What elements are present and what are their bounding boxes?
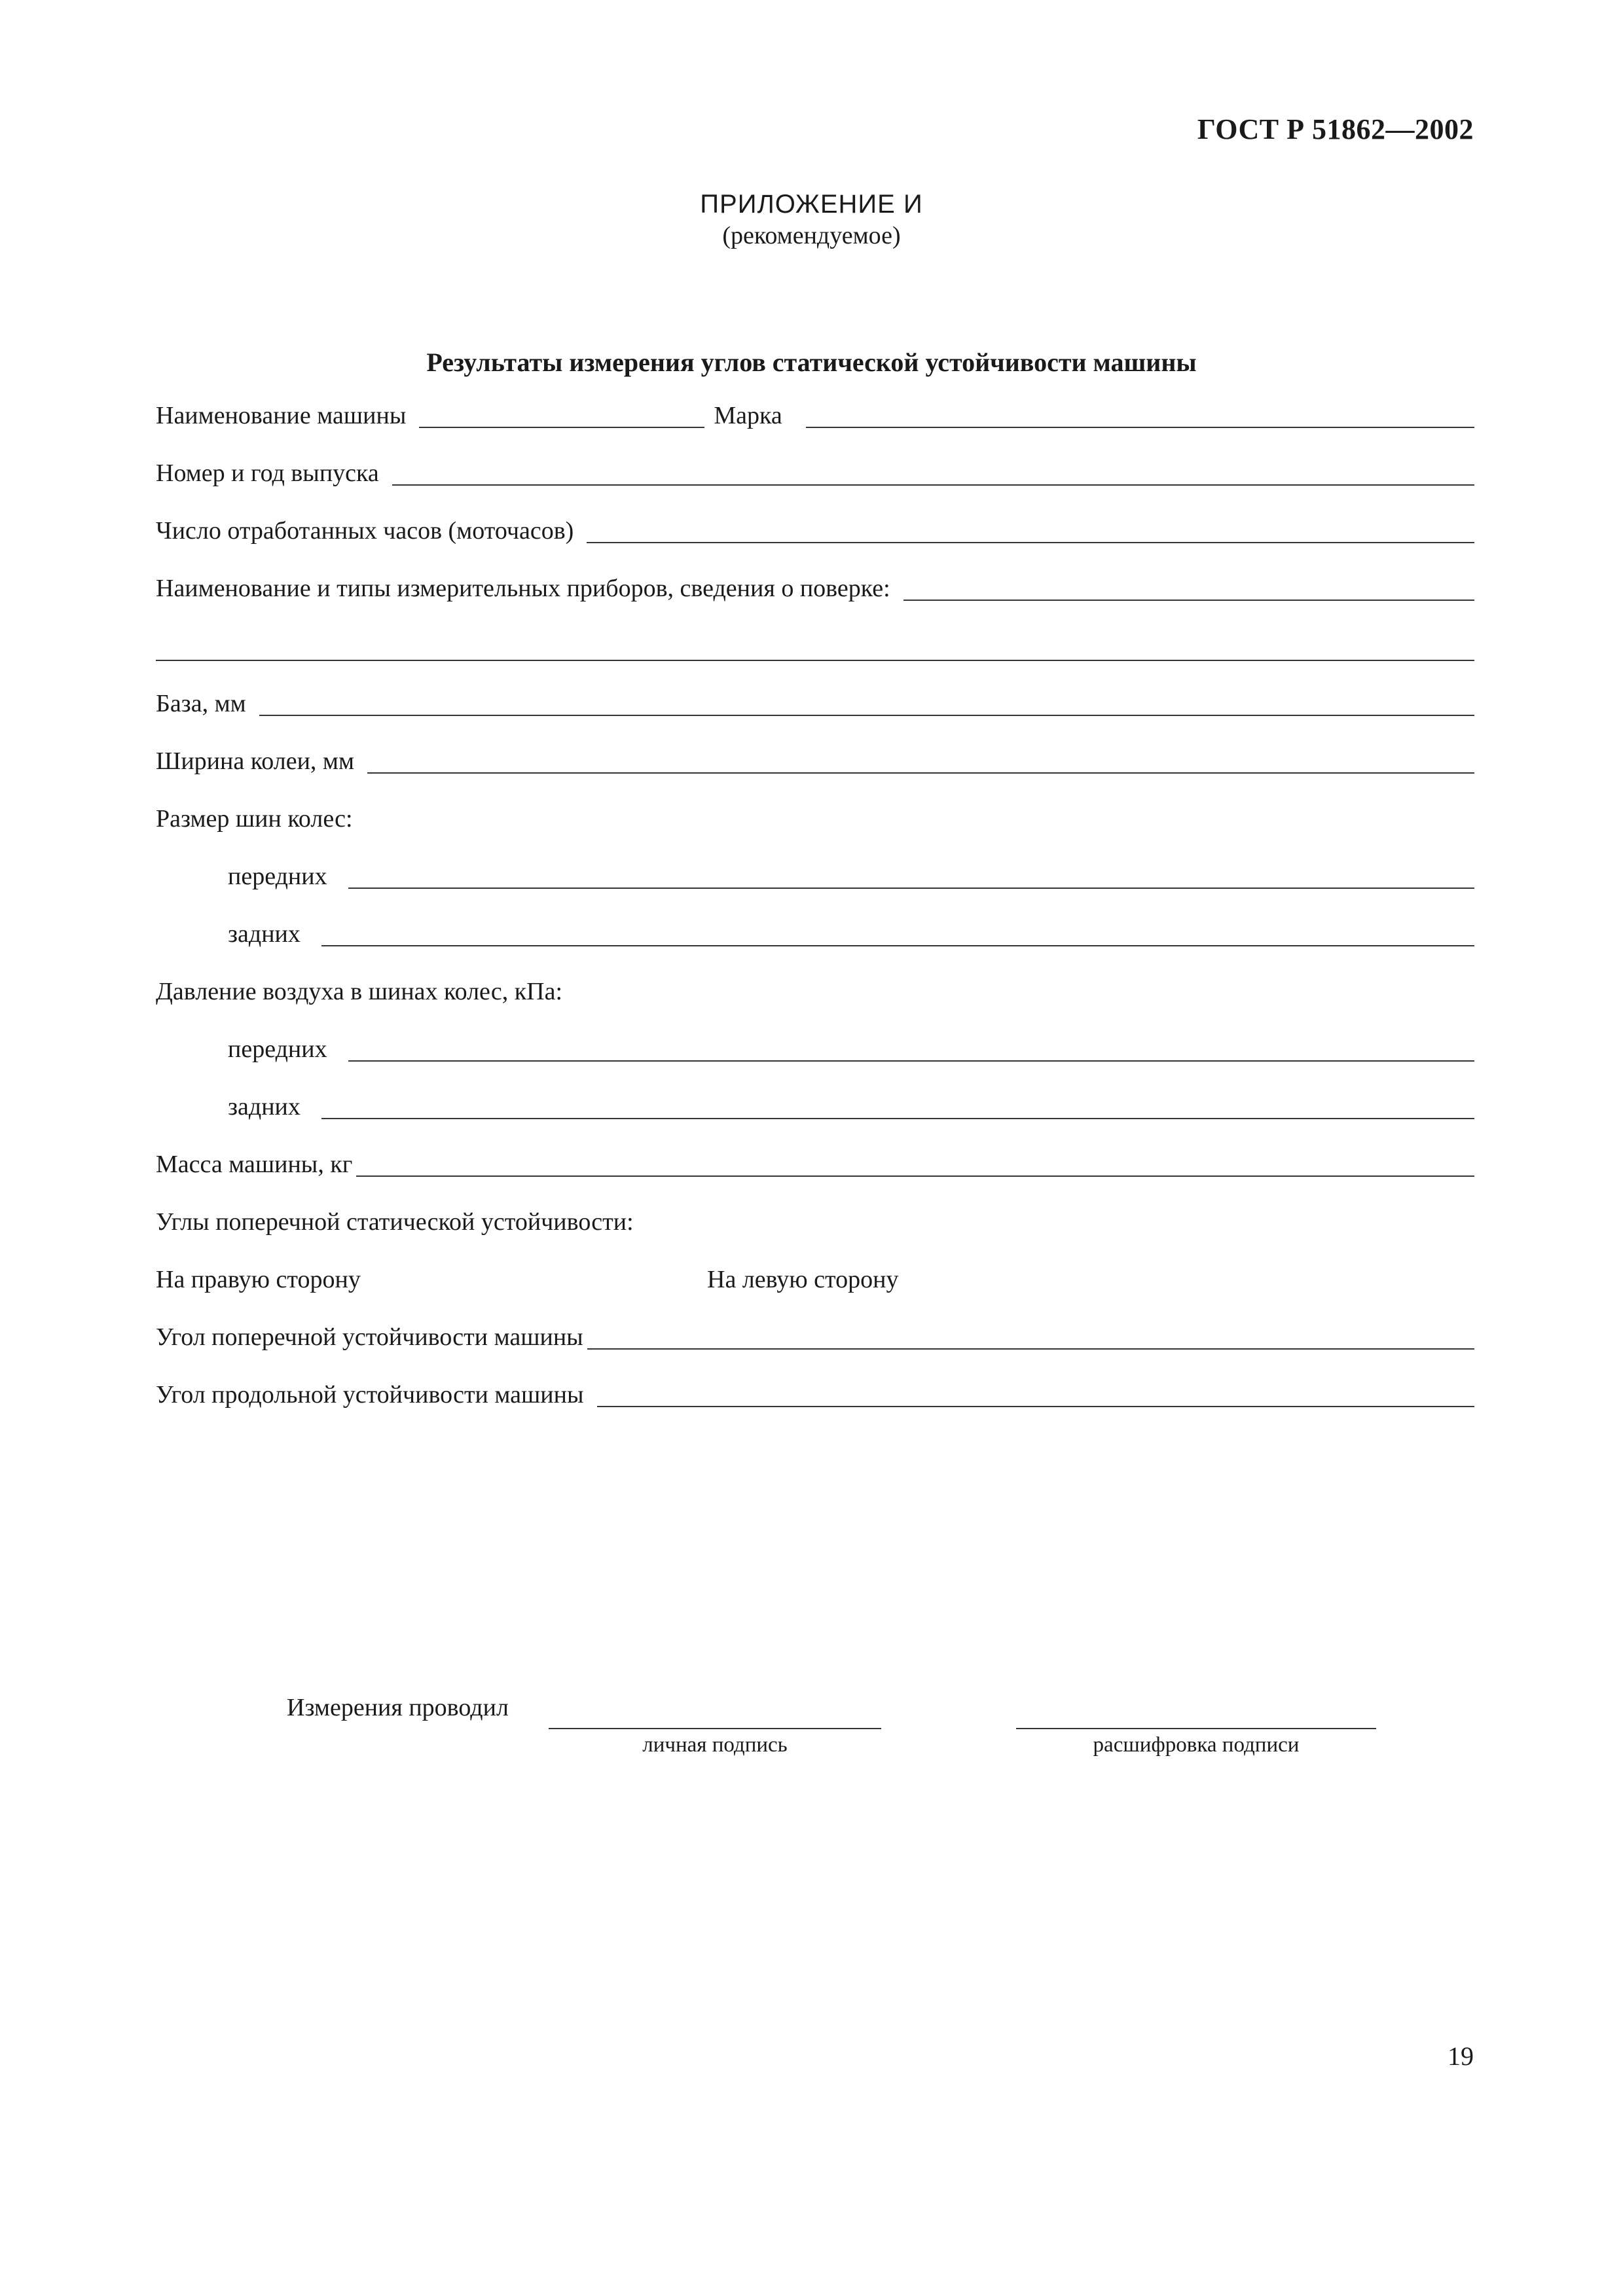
field-pressure-front[interactable] — [348, 1060, 1474, 1062]
row-pressure — [156, 969, 1474, 1008]
row-tire-front — [228, 853, 1474, 893]
label-longitudinal-angle: Угол продольной устойчивости машины — [156, 1381, 584, 1408]
field-mass[interactable] — [356, 1175, 1474, 1177]
field-signature-decoding[interactable] — [1016, 1698, 1376, 1729]
row-pressure-front — [228, 1026, 1474, 1066]
label-right-side: На правую сторону — [156, 1266, 361, 1293]
label-mass: Масса машины, кг — [156, 1151, 353, 1178]
field-lateral-angle[interactable] — [587, 1348, 1474, 1350]
label-lateral-angle: Угол поперечной устойчивости машины — [156, 1323, 583, 1351]
row-instruments — [156, 565, 1474, 605]
label-pressure: Давление воздуха в шинах колес, кПа: — [156, 978, 563, 1005]
label-serial-year: Номер и год выпуска — [156, 459, 379, 487]
row-sides — [156, 1257, 1474, 1296]
label-pressure-rear: задних — [228, 1093, 301, 1121]
row-mass — [156, 1141, 1474, 1181]
signature-decoding — [1016, 1698, 1376, 1757]
field-personal-signature[interactable] — [549, 1698, 881, 1729]
page-number: 19 — [1448, 2041, 1474, 2071]
row-lateral-angles — [156, 1199, 1474, 1238]
row-machine-name — [156, 393, 1474, 432]
field-serial-year[interactable] — [392, 484, 1474, 486]
appendix-title: ПРИЛОЖЕНИЕ И — [700, 190, 923, 219]
field-tire-rear[interactable] — [321, 944, 1474, 946]
row-serial-year — [156, 450, 1474, 490]
field-hours[interactable] — [587, 541, 1474, 543]
signature-personal — [549, 1698, 881, 1757]
row-pressure-rear — [228, 1084, 1474, 1123]
field-instruments-continued[interactable] — [156, 659, 1474, 661]
label-machine-name: Наименование машины — [156, 402, 407, 429]
label-left-side: На левую сторону — [707, 1266, 899, 1293]
field-pressure-rear[interactable] — [321, 1117, 1474, 1119]
row-lateral-angle — [156, 1314, 1474, 1354]
field-track-width[interactable] — [367, 772, 1474, 774]
label-tire-rear: задних — [228, 920, 301, 948]
field-tire-front[interactable] — [348, 887, 1474, 889]
field-longitudinal-angle[interactable] — [597, 1405, 1474, 1407]
label-instruments: Наименование и типы измерительных приборов, сведения о поверке: — [156, 575, 890, 602]
row-tire-size — [156, 796, 1474, 835]
label-lateral-angles: Углы поперечной статической устойчивости: — [156, 1208, 634, 1236]
label-track-width: Ширина колеи, мм — [156, 747, 354, 775]
label-tire-size: Размер шин колес: — [156, 805, 353, 833]
label-measured-by: Измерения проводил — [287, 1694, 509, 1721]
form-title: Результаты измерения углов статической устойчивости машины — [426, 348, 1197, 377]
row-instruments-continued — [156, 626, 1474, 665]
document-code: ГОСТ Р 51862—2002 — [1197, 113, 1474, 145]
row-track-width — [156, 738, 1474, 778]
appendix-subtitle: (рекомендуемое) — [722, 222, 901, 249]
caption-signature-decoding: расшифровка подписи — [1093, 1733, 1300, 1757]
field-instruments[interactable] — [903, 599, 1474, 601]
row-base — [156, 681, 1474, 720]
label-tire-front: передних — [228, 863, 327, 890]
caption-personal-signature: личная подпись — [642, 1733, 788, 1757]
field-machine-name[interactable] — [419, 426, 704, 428]
field-base[interactable] — [259, 714, 1474, 716]
label-hours: Число отработанных часов (моточасов) — [156, 517, 574, 545]
row-longitudinal-angle — [156, 1372, 1474, 1411]
label-pressure-front: передних — [228, 1035, 327, 1063]
row-hours — [156, 508, 1474, 547]
label-base: База, мм — [156, 690, 246, 717]
label-brand: Марка — [714, 402, 782, 429]
field-brand[interactable] — [806, 426, 1474, 428]
signature-row — [287, 1695, 509, 1724]
row-tire-rear — [228, 911, 1474, 950]
